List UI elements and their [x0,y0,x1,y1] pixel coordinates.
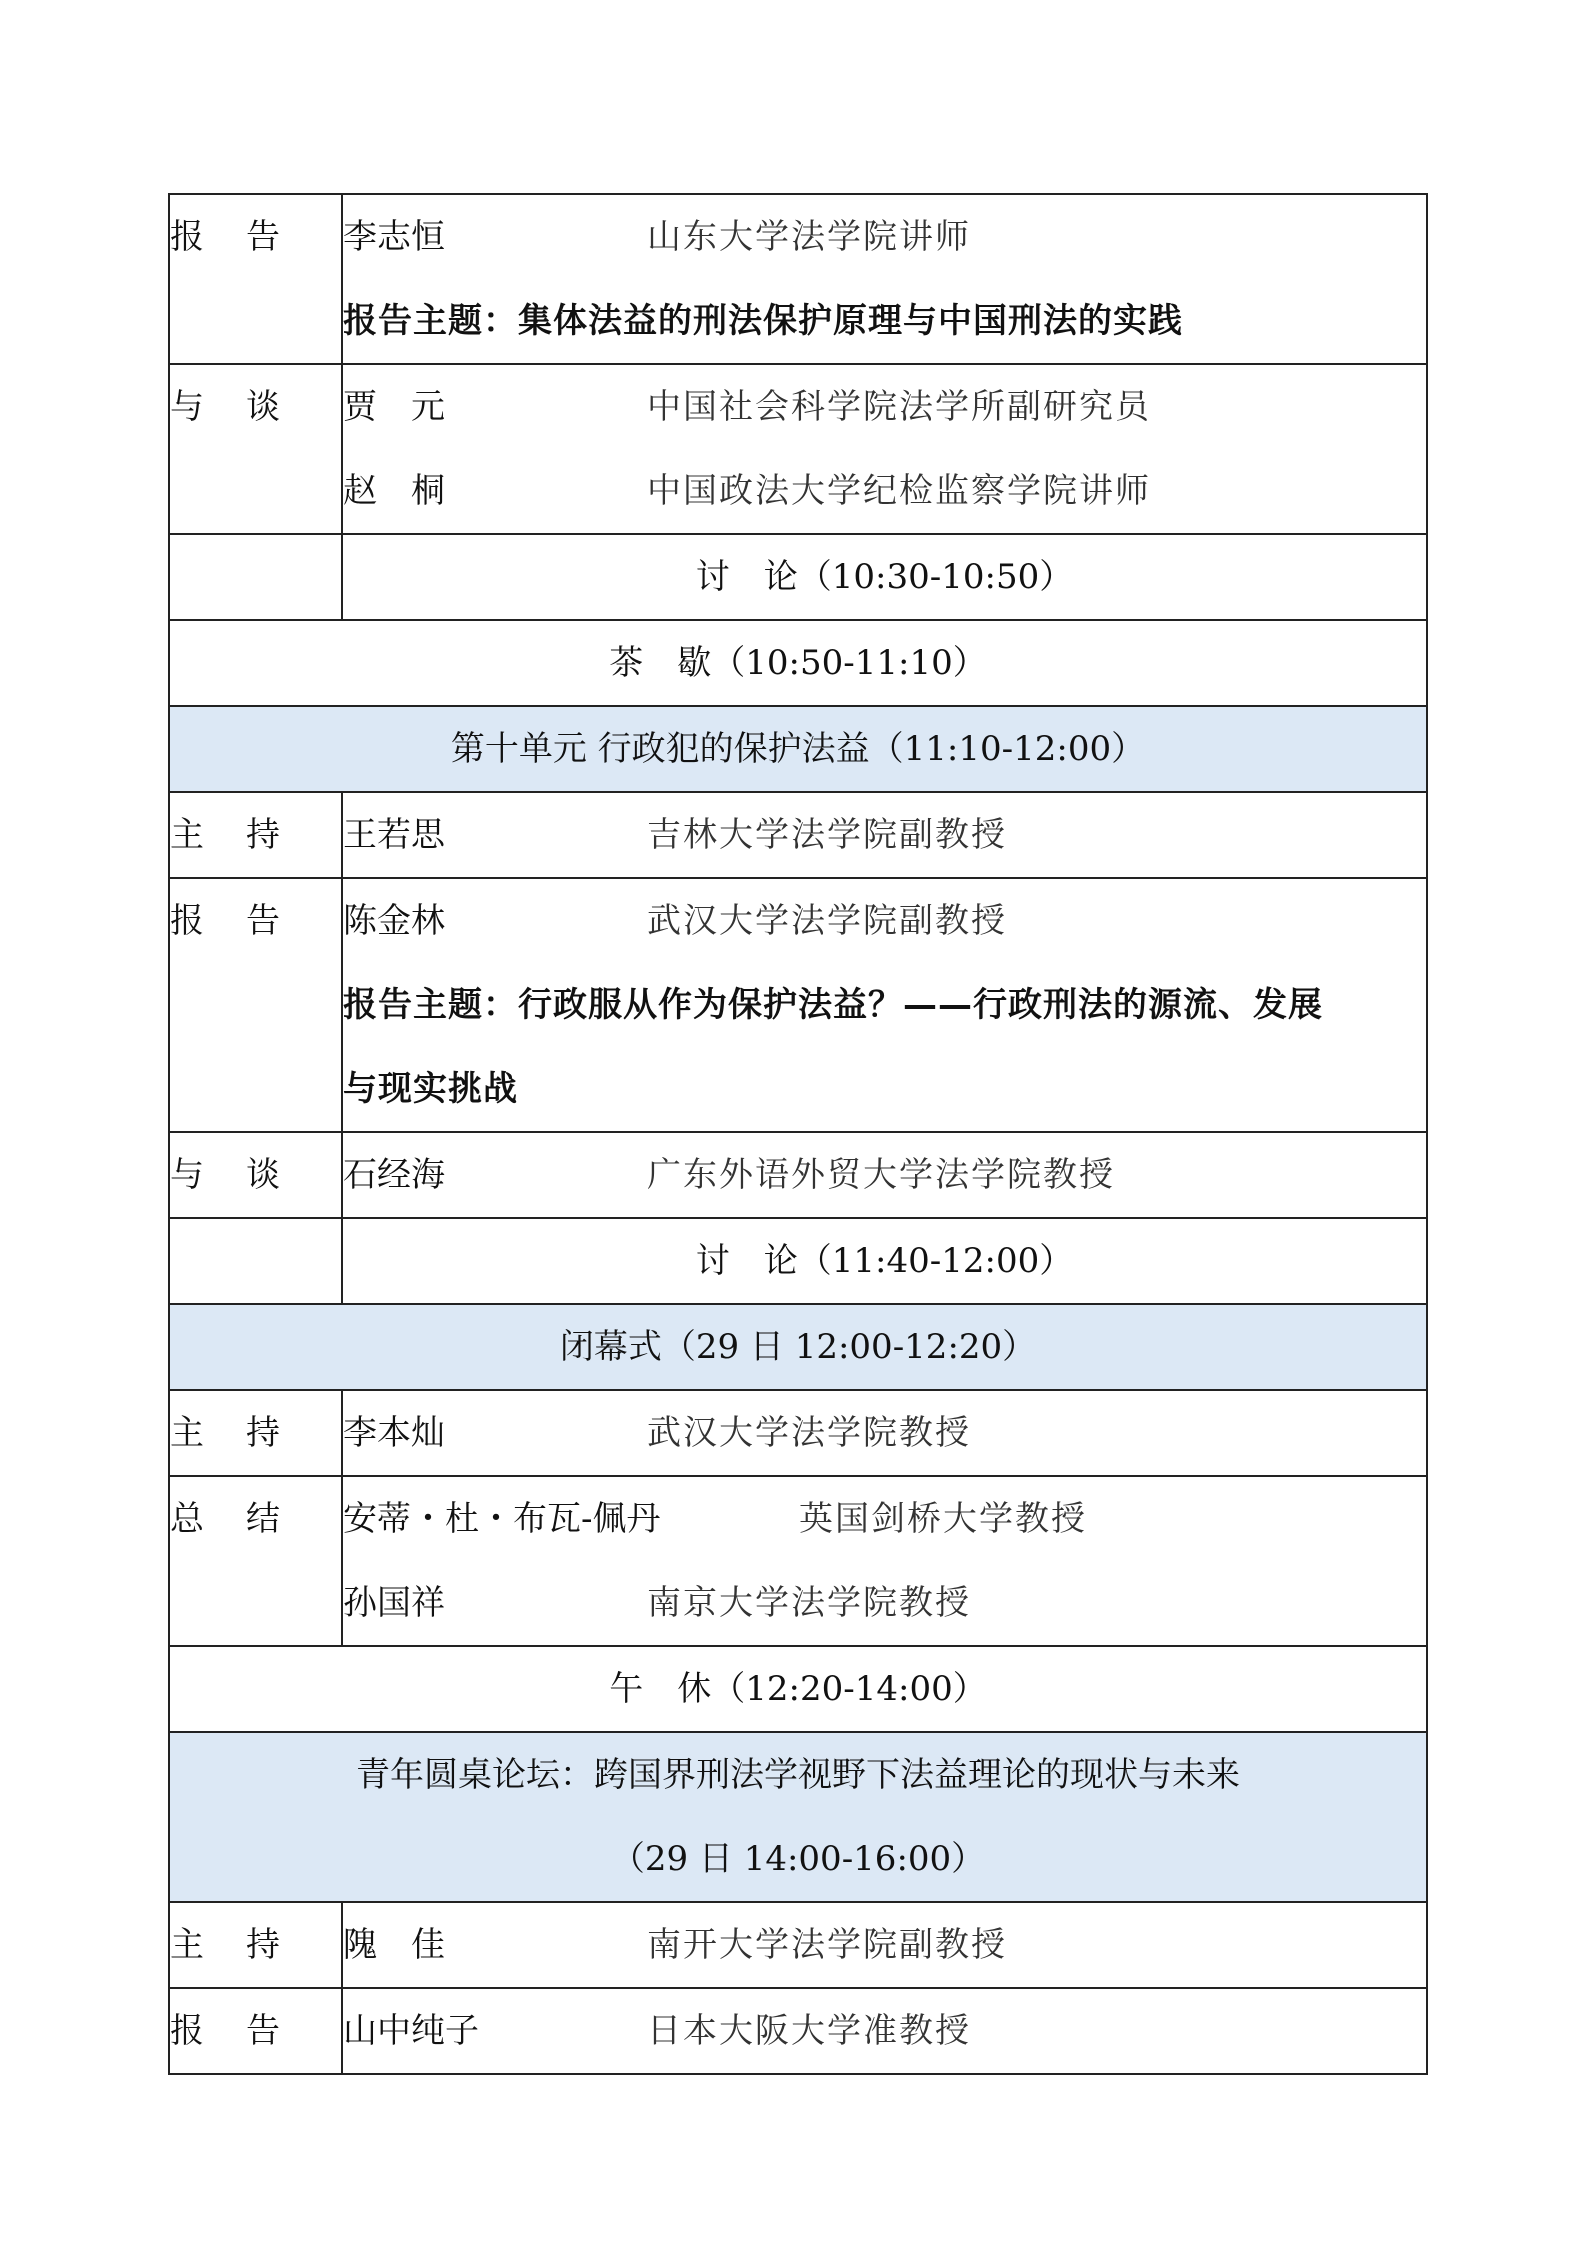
role-label: 主 [170,1413,204,1453]
role-cell [169,1390,342,1476]
speaker-affiliation: 中国社会科学院法学所副研究员 [647,387,1151,427]
speaker-affiliation: 英国剑桥大学教授 [799,1499,1087,1539]
section-header [169,1732,1427,1902]
content-cell [342,194,1427,364]
role-label: 主 [170,815,204,855]
section-title: 青年圆桌论坛：跨国界刑法学视野下法益理论的现状与未来 [356,1755,1240,1795]
table-row [169,1390,1427,1476]
speaker-name: 赵 桐 [343,471,445,511]
table-row [169,1732,1427,1902]
role-cell [169,1988,342,2074]
role-label: 报 [170,217,204,257]
table-row [169,878,1427,1132]
role-cell [169,364,342,534]
table-row [169,706,1427,792]
speaker-name: 陈金林 [343,901,445,941]
section-title: 闭幕式（29 日 12:00-12:20） [559,1327,1037,1367]
role-label: 谈 [246,1155,280,1195]
role-cell [169,792,342,878]
speaker-name: 山中纯子 [343,2011,479,2051]
table-row [169,364,1427,534]
speaker-affiliation: 吉林大学法学院副教授 [647,815,1007,855]
role-label: 告 [246,217,280,257]
role-cell [169,878,342,1132]
content-cell [342,1476,1427,1646]
role-cell [169,1132,342,1218]
table-row [169,194,1427,364]
role-label: 报 [170,901,204,941]
lunch-break-label: 午 休（12:20-14:00） [609,1669,987,1709]
table-row [169,1476,1427,1646]
table-row [169,1304,1427,1390]
role-cell [169,194,342,364]
role-label: 告 [246,2011,280,2051]
report-topic-continued: 与现实挑战 [343,1069,518,1109]
schedule-table [168,193,1428,2075]
discussion-label: 讨 论（11:40-12:00） [695,1241,1074,1281]
content-cell [342,1132,1427,1218]
table-row [169,620,1427,706]
role-label: 主 [170,1925,204,1965]
report-topic: 报告主题：集体法益的刑法保护原理与中国刑法的实践 [343,301,1183,341]
speaker-affiliation: 中国政法大学纪检监察学院讲师 [647,471,1151,511]
role-label: 与 [170,1155,204,1195]
table-row [169,1646,1427,1732]
content-cell [342,878,1427,1132]
role-label: 持 [246,1413,280,1453]
break-cell [169,1646,1427,1732]
role-cell [169,1902,342,1988]
role-label: 与 [170,387,204,427]
speaker-name: 王若思 [343,815,445,855]
role-label: 持 [246,815,280,855]
content-cell [342,534,1427,620]
content-cell [342,1218,1427,1304]
section-title: 第十单元 行政犯的保护法益（11:10-12:00） [450,729,1146,769]
table-row [169,792,1427,878]
report-topic: 报告主题：行政服从作为保护法益？——行政刑法的源流、发展 [343,985,1323,1025]
speaker-affiliation: 山东大学法学院讲师 [647,217,971,257]
speaker-affiliation: 广东外语外贸大学法学院教授 [647,1155,1115,1195]
section-header [169,1304,1427,1390]
content-cell [342,792,1427,878]
role-label: 报 [170,2011,204,2051]
role-cell [169,1476,342,1646]
discussion-label: 讨 论（10:30-10:50） [695,557,1074,597]
speaker-affiliation: 武汉大学法学院教授 [647,1413,971,1453]
role-label: 总 [170,1499,204,1539]
table-row [169,1988,1427,2074]
content-cell [342,1902,1427,1988]
speaker-name: 隗 佳 [343,1925,445,1965]
table-row [169,1218,1427,1304]
speaker-affiliation: 南京大学法学院教授 [647,1583,971,1623]
speaker-affiliation: 日本大阪大学准教授 [647,2011,971,2051]
break-cell [169,620,1427,706]
speaker-name: 李本灿 [343,1413,445,1453]
table-row [169,1902,1427,1988]
speaker-name: 石经海 [343,1155,445,1195]
speaker-affiliation: 南开大学法学院副教授 [647,1925,1007,1965]
role-label: 持 [246,1925,280,1965]
role-label: 谈 [246,387,280,427]
empty-cell [169,1218,342,1304]
role-label: 告 [246,901,280,941]
section-header [169,706,1427,792]
role-label: 结 [246,1499,280,1539]
speaker-name: 贾 元 [343,387,445,427]
speaker-name: 孙国祥 [343,1583,445,1623]
speaker-name: 安蒂・杜・布瓦-佩丹 [343,1499,661,1539]
section-time: （29 日 14:00-16:00） [610,1839,986,1879]
content-cell [342,1390,1427,1476]
table-row [169,1132,1427,1218]
table-row [169,534,1427,620]
content-cell [342,364,1427,534]
speaker-name: 李志恒 [343,217,445,257]
tea-break-label: 茶 歇（10:50-11:10） [609,643,987,683]
speaker-affiliation: 武汉大学法学院副教授 [647,901,1007,941]
empty-cell [169,534,342,620]
content-cell [342,1988,1427,2074]
